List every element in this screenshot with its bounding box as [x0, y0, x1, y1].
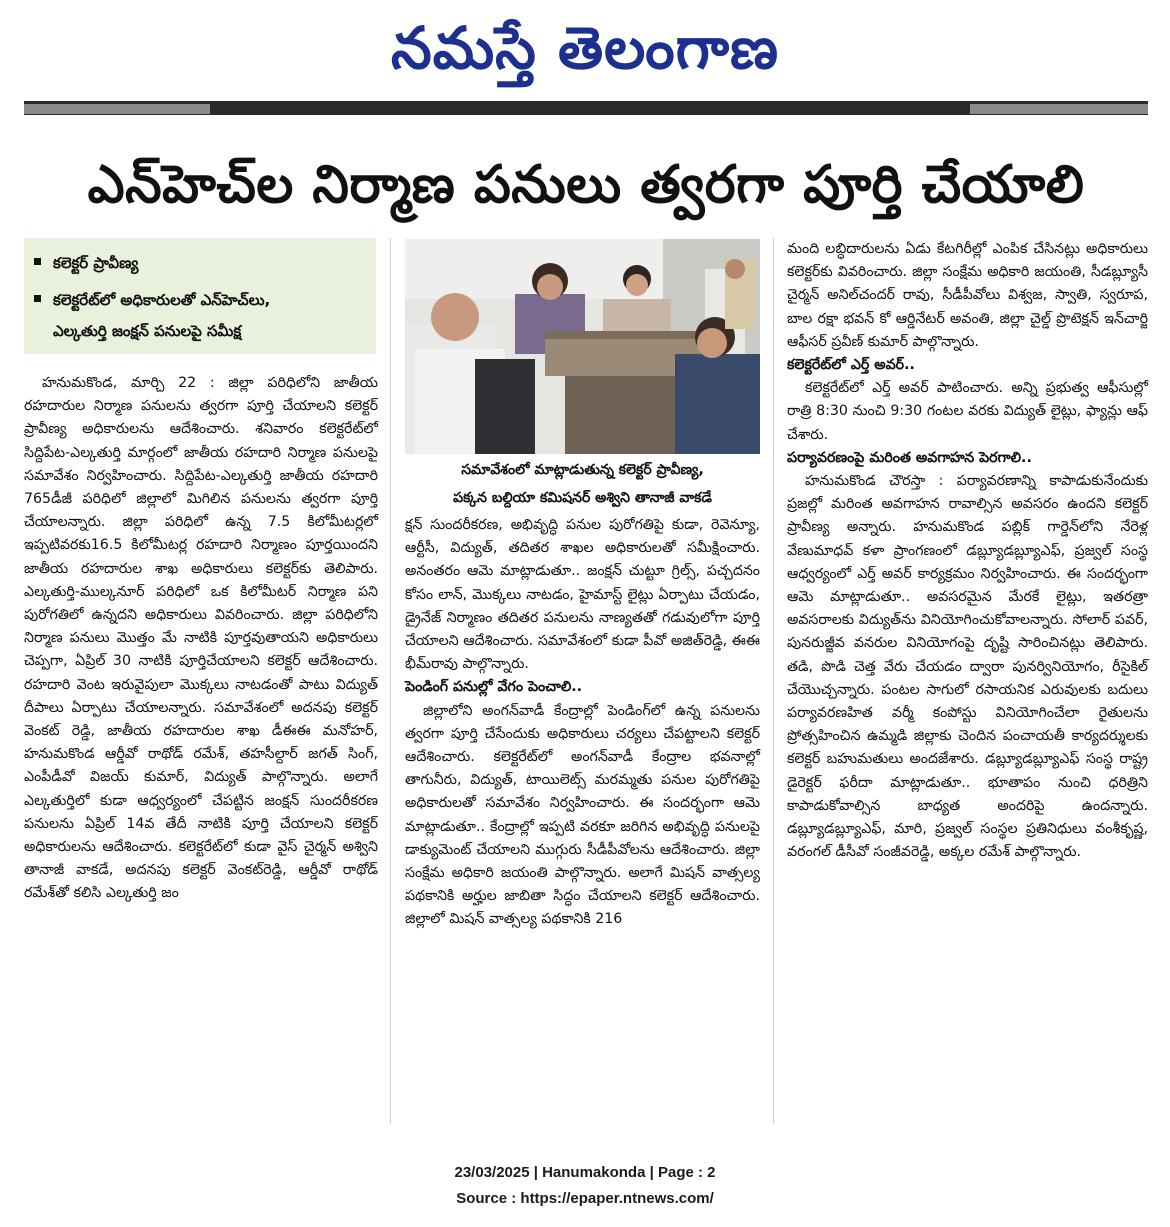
rule-accent-left — [24, 104, 210, 114]
highlights-box — [24, 238, 376, 354]
caption-line-2: పక్కన బల్దియా కమిషనర్ అశ్విని తానాజీ వాకడే — [453, 490, 712, 506]
caption-line-1: సమావేశంలో మాట్లాడుతున్న కలెక్టర్ ప్రావీణ్య, — [461, 462, 704, 478]
highlight-item: కలెక్టర్ ప్రావీణ్య — [34, 250, 138, 276]
bullet-icon — [34, 295, 41, 302]
meeting-photo-illustration — [405, 239, 760, 454]
article-photo — [405, 239, 760, 454]
paragraph: కలెక్టరేట్‌లో ఎర్త్ అవర్ పాటించారు. అన్ని ప్రభుత్వ ఆఫీసుల్లో రాత్రి 8:30 నుంచి 9:30 గంటల వరకు విద్యుత్ లైట్లు, ఫ్యాన్లు ఆఫ్ చేశారు. — [787, 380, 1148, 443]
highlight-item-continued: ఎల్కతుర్తి జంక్షన్ పనులపై సమీక్ష — [53, 322, 242, 340]
column-divider — [390, 238, 391, 1124]
paragraph: హనుమకొండ చౌరస్తా : పర్యావరణాన్ని కాపాడుకునేందుకు ప్రజల్లో మరింత అవగాహన రావాల్సిన అవసరం ఉందని కలెక్టర్ ప్రావీణ్య అన్నారు. హనుమకొండ పబ్లిక్ గార్డెన్‌లోని నేరెళ్ల వేణుమాధవ్ కళా ప్రాంగణంలో డబ్ల్యూడబ్ల్యూఎఫ్, ప్రజ్వల్ సంస్థ ఆధ్వర్యంలో ఎర్త్ అవర్ కార్యక్రమం నిర్వహించారు. ఈ సందర్భంగా ఆమె మాట్లాడుతూ.. అవసరమైన మేరకే లైట్లు, ఇతరత్రా అవసరాలకు విద్యుత్‌ను వినియోగించుకోవాలన్నారు. సోలార్ పవర్, పునరుజ్జీవ వనరుల వినియోగంపై దృష్టి సారించినట్లు తెలిపారు. తడి, పొడి చెత్త వేరు చేయడం ద్వారా పునర్వినియోగం, రీసైకిల్ చేయొచ్చన్నారు. పంటల సాగులో రసాయనిక ఎరువులకు బదులు పర్యావరణహిత వర్మీ కంపోస్టు వినియోగించేలా రైతులను ప్రోత్సహించిన ఉమ్మడి జిల్లాకు చెందిన పంచాయతీ కార్యదర్శులకు కలెక్టర్ బహుమతులు అందజేశారు. డబ్ల్యూడబ్ల్యూఎఫ్ సంస్థ రాష్ట్ర డైరెక్టర్ ఫరీదా మాట్లాడుతూ.. భూతాపం నుంచి ధరిత్రిని కాపాడుకోవాల్సిన బాధ్యత అందరిపై ఉందన్నారు. డబ్ల్యూడబ్ల్యూఎఫ్, మారి, ప్రజ్వల్ సంస్థల ప్రతినిధులు వంశీకృష్ణ, వరంగల్ డీసీవో సంజీవరెడ్డి, అక్కల రమేశ్ పాల్గొన్నారు. — [787, 473, 1148, 861]
article-column-3 — [787, 238, 1148, 864]
newspaper-logo: నమస్తే తెలంగాణ — [391, 14, 779, 82]
paragraph: క్షన్ సుందరీకరణ, అభివృద్ధి పనుల పురోగతిపై కుడా, రెవెన్యూ, ఆర్టీసీ, విద్యుత్, తదితర శాఖల అధికారులతో సమీక్షించారు. అనంతరం ఆమె మాట్లాడుతూ.. జంక్షన్ చుట్టూ గ్రిల్స్, పచ్చదనం కోసం లాన్, మొక్కలు నాటడం, హైమాస్ట్ లైట్లు ఏర్పాటు చేయడం, డ్రైనేజ్ నిర్మాణం తదితర పనులను నాణ్యతతో గడువులోగా పూర్తి చేయాలని ఆదేశించారు. సమావేశంలో కుడా పీవో అజిత్‌రెడ్డి, ఈఈ భీమ్‌రావు పాల్గొన్నారు. — [405, 517, 760, 673]
masthead — [0, 0, 1170, 100]
footer-dateline: 23/03/2025 | Hanumakonda | Page : 2 — [454, 1164, 716, 1181]
subheading: పర్యావరణంపై మరింత అవగాహన పెరగాలి.. — [787, 449, 1032, 466]
article-column-1 — [24, 372, 378, 906]
footer-source: Source : https://epaper.ntnews.com/ — [456, 1190, 714, 1207]
article-column-2 — [405, 514, 760, 932]
subheading: పెండింగ్ పనుల్లో వేగం పెంచాలి.. — [405, 679, 583, 696]
highlight-item: కలెక్టరేట్‌లో అధికారులతో ఎన్‌హెచ్‌లు, — [34, 287, 270, 313]
column-divider — [773, 238, 774, 1124]
paragraph: మంది లబ్ధిదారులను ఏడు కేటగిరీల్లో ఎంపిక చేసినట్లు అధికారులు కలెక్టర్‌కు వివరించారు. జిల్లా సంక్షేమ అధికారి జయంతి, సీడబ్ల్యూసీ చైర్మన్ అనిల్‌చందర్ రావు, సీడీపీవోలు విశ్వజ, స్వాతి, స్వరూప, బాల రక్షా భవన్ కో ఆర్డినేటర్ అవంతి, జిల్లా చైల్డ్ ప్రొటెక్షన్ ఇన్‌చార్జి ఆఫీసర్ ప్రవీణ్ కుమార్ పాల్గొన్నారు. — [787, 241, 1148, 350]
page-footer — [0, 1160, 1170, 1212]
rule-accent-right — [970, 104, 1148, 114]
photo-caption — [405, 456, 760, 514]
paragraph: హనుమకొండ, మార్చి 22 : జిల్లా పరిధిలోని జాతీయ రహదారుల నిర్మాణ పనులను త్వరగా పూర్తి చేయాలని కలెక్టర్ ప్రావీణ్య అధికారులను ఆదేశించారు. శనివారం కలెక్టరేట్‌లో సిద్దిపేట-ఎల్కతుర్తి మార్గంలో జాతీయ రహదారి నిర్మాణ పనులపై సమావేశం నిర్వహించారు. సిద్దిపేట-ఎల్కతుర్తి జాతీయ రహదారి 765డీజీ పరిధిలో జిల్లాలో మిగిలిన పనులను త్వరగా పూర్తి చేయాలన్నారు. జిల్లా పరిధిలో ఉన్న 7.5 కిలోమీటర్లలో ఇప్పటివరకు16.5 కిలోమీటర్ల రహదారి నిర్మాణం పూర్తయిందని జాతీయ రహదారుల శాఖ అధికారులు కలెక్టర్‌కు తెలిపారు. ఎల్కతుర్తి-ముల్కనూర్ పరిధిలో ఒక కిలోమీటర్ నిర్మాణ పని పురోగతిలో ఉన్నదని అధికారులు వివరించారు. జిల్లా పరిధిలోని నిర్మాణ పనులు మొత్తం మే నాటికి పూర్తవుతాయని అధికారులు చెప్పగా, ఏప్రిల్ 30 నాటికి పూర్తిచేయాలని కలెక్టర్ ఆదేశించారు. రహదారి వెంట ఇరువైపులా మొక్కలు నాటడంతో పాటు విద్యుత్ దీపాలు ఏర్పాటు చేయాలన్నారు. సమావేశంలో అదనపు కలెక్టర్ వెంకట్ రెడ్డి, జాతీయ రహదారుల శాఖ డీఈఈ మనోహర్, హనుమకొండ ఆర్డీవో రాథోడ్ రమేశ్, తహసీల్దార్ జగత్ సింగ్, ఎంపీడీవో విజయ్ కుమార్, విద్యుత్ పాల్గొన్నారు. అలాగే ఎల్కతుర్తిలో కుడా ఆధ్వర్యంలో చేపట్టిన జంక్షన్ సుందరీకరణ పనులను ఏప్రిల్ 14వ తేదీ నాటికి పూర్తి చేయాలని కలెక్టర్ అధికారులను ఆదేశించారు. కలెక్టరేట్‌లో కుడా వైస్ చైర్మన్ అశ్విని తానాజీ వాకడే, అదనపు కలెక్టర్ వెంకట్‌రెడ్డి, ఆర్డీవో రాథోడ్ రమేశ్‌తో కలిసి ఎల్కతుర్తి జం — [24, 375, 378, 902]
subheading: కలెక్టరేట్‌లో ఎర్త్ అవర్.. — [787, 357, 915, 374]
bullet-icon — [34, 258, 41, 265]
paragraph: జిల్లాలోని అంగన్‌వాడీ కేంద్రాల్లో పెండింగ్‌లో ఉన్న పనులను త్వరగా పూర్తి చేసేందుకు అధికారులు చర్యలు చేపట్టాలని కలెక్టర్ ఆదేశించారు. కలెక్టరేట్‌లో అంగన్‌వాడీ కేంద్రాల భవనాల్లో తాగునీరు, విద్యుత్, టాయిలెట్స్ మరమ్మతు పనుల పురోగతిపై అధికారులతో సమావేశం నిర్వహించారు. ఈ సందర్భంగా ఆమె మాట్లాడుతూ.. కేంద్రాల్లో ఇప్పటి వరకూ జరిగిన అభివృద్ధి పనులపై డాక్యుమెంట్ చేయాలని ముగ్గురు సీడీపీవోలను ఆదేశించారు. జిల్లా సంక్షేమ అధికారి జయంతి పాల్గొన్నారు. అలాగే మిషన్ వాత్సల్య పథకానికి అర్హుల జాబితా సిద్ధం చేయాలని కలెక్టర్ ఆదేశించారు. జిల్లాలో మిషన్ వాత్సల్య పథకానికి 216 — [405, 702, 760, 928]
article-headline: ఎన్‌హెచ్‌ల నిర్మాణ పనులు త్వరగా పూర్తి చేయాలి — [87, 155, 1085, 215]
masthead-rule — [24, 101, 1148, 115]
